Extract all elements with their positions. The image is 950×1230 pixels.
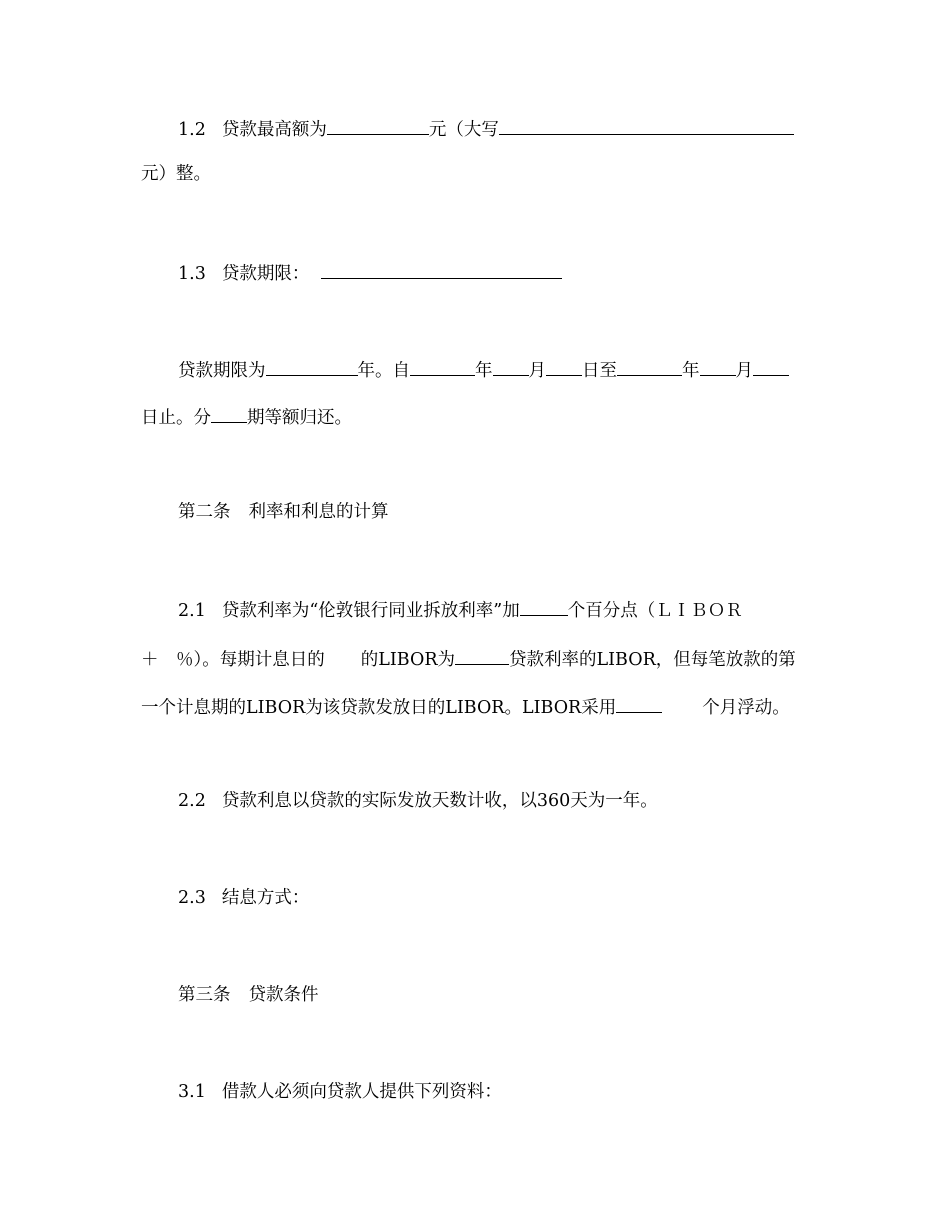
clause-text: 贷款期限： <box>221 264 310 284</box>
end-month-blank <box>700 357 736 376</box>
article-3-heading <box>141 984 811 1006</box>
amount-blank <box>327 116 429 135</box>
article-2-heading <box>141 501 811 523</box>
percentage-points-blank <box>520 597 568 616</box>
clause-3-1 <box>141 1081 811 1103</box>
clause-text: 元）整。 <box>141 164 211 184</box>
clause-text: ＋ ％）。每期计息日的 <box>141 650 325 670</box>
start-year-blank <box>410 357 475 376</box>
clause-number: 3.1 <box>178 1082 206 1102</box>
clause-number: 2.2 <box>178 791 206 811</box>
clause-2-1-line-3 <box>141 694 811 719</box>
clause-text: 个百分点（ＬＩＢＯＲ <box>567 601 743 621</box>
clause-text: 贷款利率的LIBOR，但每笔放款的第 <box>509 650 796 670</box>
clause-text: 贷款最高额为 <box>221 120 327 140</box>
clause-text: 元（大写 <box>428 120 499 140</box>
article-title: 利率和利息的计算 <box>248 502 389 522</box>
installments-blank <box>211 404 247 423</box>
clause-1-3 <box>141 260 811 285</box>
clause-2-3 <box>141 887 811 909</box>
start-day-blank <box>546 357 582 376</box>
clause-2-1-line-1 <box>141 597 811 622</box>
term-text: 贷款期限为 <box>178 361 266 381</box>
term-text: 月 <box>528 361 546 381</box>
clause-number: 1.3 <box>178 264 206 284</box>
end-year-blank <box>617 357 682 376</box>
amount-in-words-blank <box>499 116 794 135</box>
clause-text: 一个计息期的LIBOR为该贷款发放日的LIBOR。LIBOR采用 <box>141 698 617 718</box>
term-text: 期等额归还。 <box>247 408 352 428</box>
clause-1-2-line-1 <box>141 116 811 141</box>
clause-number: 2.3 <box>178 888 206 908</box>
start-month-blank <box>493 357 529 376</box>
term-text: 月 <box>735 361 753 381</box>
clause-1-2-line-2 <box>141 163 811 185</box>
article-label: 第三条 <box>178 985 231 1005</box>
libor-months-blank <box>616 694 662 713</box>
clause-2-1-line-2 <box>141 646 811 671</box>
article-label: 第二条 <box>178 502 231 522</box>
clause-text: 贷款利率为“伦敦银行同业拆放利率”加 <box>221 601 520 621</box>
term-text: 年 <box>682 361 700 381</box>
term-paragraph-line-2 <box>141 404 811 429</box>
term-text: 年。自 <box>357 361 410 381</box>
term-text: 年 <box>475 361 493 381</box>
term-text: 日至 <box>582 361 617 381</box>
term-paragraph-line-1 <box>141 357 811 382</box>
libor-blank <box>455 646 509 665</box>
loan-term-blank <box>321 260 562 279</box>
clause-text: 结息方式： <box>221 888 310 908</box>
end-day-blank <box>753 357 789 376</box>
clause-number: 2.1 <box>178 601 206 621</box>
clause-number: 1.2 <box>178 120 206 140</box>
clause-text: 的LIBOR为 <box>360 650 455 670</box>
clause-text: 借款人必须向贷款人提供下列资料： <box>221 1082 502 1102</box>
years-blank <box>266 357 358 376</box>
term-text: 日止。分 <box>141 408 211 428</box>
clause-text: 贷款利息以贷款的实际发放天数计收，以360天为一年。 <box>221 791 658 811</box>
article-title: 贷款条件 <box>248 985 319 1005</box>
clause-2-2 <box>141 790 811 812</box>
clause-text: 个月浮动。 <box>702 698 790 718</box>
